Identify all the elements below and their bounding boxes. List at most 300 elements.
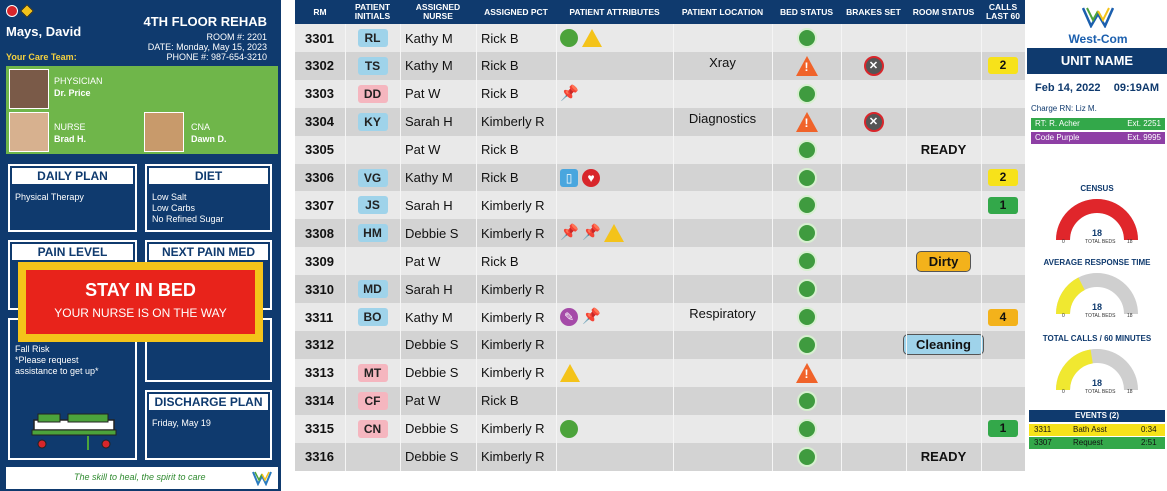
patient-attributes-cell: [556, 387, 673, 415]
patient-location-cell: Xray: [709, 54, 736, 70]
event-row[interactable]: [1029, 424, 1165, 436]
patient-panel: [0, 0, 281, 491]
bed-status-cell: [772, 108, 841, 136]
calls-cell: [981, 219, 1025, 247]
calls-count-badge[interactable]: 1: [988, 420, 1018, 437]
calls-cell: [981, 191, 1025, 219]
pin-icon[interactable]: 📌: [560, 84, 579, 102]
bed-status-cell: [772, 387, 841, 415]
diet-body: [147, 186, 270, 231]
table-row[interactable]: [295, 359, 1025, 387]
bed-status-cell: [772, 191, 841, 219]
initials-cell: [345, 52, 400, 80]
footer-tagline: The skill to heal, the spirit to care: [74, 472, 206, 482]
patient-initials-badge[interactable]: JS: [358, 196, 388, 214]
gauge-min: 0: [1062, 389, 1065, 395]
patient-attributes-cell: [556, 247, 673, 275]
table-row[interactable]: [295, 443, 1025, 471]
header-bed-status: BED STATUS: [779, 6, 834, 17]
header-rm: RM: [313, 6, 327, 17]
safety-line: Fall Risk: [15, 344, 50, 354]
apple-icon[interactable]: [560, 420, 578, 438]
assigned-pct-cell: Rick B: [481, 253, 519, 269]
alert-subtitle: YOUR NURSE IS ON THE WAY: [54, 306, 227, 320]
patient-attributes-cell: [556, 359, 673, 387]
header-room-status: ROOM STATUS: [912, 6, 975, 17]
slip-icon[interactable]: [604, 224, 624, 242]
room-number-cell: 3301: [305, 30, 334, 46]
patient-attributes-cell: [556, 108, 673, 136]
table-row[interactable]: [295, 275, 1025, 303]
patient-location-cell: [673, 24, 772, 52]
table-row[interactable]: [295, 24, 1025, 52]
diet-line: Low Carbs: [152, 203, 196, 213]
purple-icon[interactable]: ✎: [560, 308, 578, 326]
discharge-plan-title: DISCHARGE PLAN: [149, 394, 268, 410]
physician-role: PHYSICIAN: [54, 76, 103, 86]
patient-initials-badge[interactable]: TS: [358, 57, 388, 75]
bed-status-cell: [772, 136, 841, 164]
assigned-nurse-cell: Sarah H: [405, 197, 453, 213]
calls-cell: [981, 275, 1025, 303]
patient-initials-badge[interactable]: HM: [358, 224, 388, 242]
bed-icon: [28, 404, 124, 454]
column-divider: [981, 24, 982, 471]
daily-plan-body: Physical Therapy: [15, 192, 84, 202]
table-row[interactable]: [295, 80, 1025, 108]
header-calls: CALLS LAST 60: [985, 2, 1020, 21]
stay-in-bed-alert[interactable]: [18, 262, 263, 342]
patient-location-cell: [673, 80, 772, 108]
table-row[interactable]: [295, 387, 1025, 415]
table-row[interactable]: [295, 136, 1025, 164]
patient-location-cell: [673, 191, 772, 219]
bed-status-cell: [772, 331, 841, 359]
slip-icon[interactable]: [560, 364, 580, 382]
event-row[interactable]: [1029, 437, 1165, 449]
alert-title: STAY IN BED: [85, 280, 196, 300]
patient-initials-badge[interactable]: BO: [358, 308, 388, 326]
patient-attributes-cell: [556, 303, 673, 331]
bed-status-cell: [772, 303, 841, 331]
rt-contact: [1031, 118, 1165, 130]
apple-icon[interactable]: [560, 29, 578, 47]
room-number-cell: 3316: [305, 449, 334, 464]
assigned-pct-cell: Rick B: [481, 170, 519, 185]
assigned-pct-cell: Kimberly R: [481, 337, 545, 353]
gauge-min: 0: [1062, 313, 1065, 319]
gauge-max: 18: [1127, 239, 1133, 245]
initials-cell: [345, 24, 400, 52]
diet-card: [145, 164, 272, 232]
patient-attributes-cell: [556, 191, 673, 219]
initials-cell: [345, 415, 400, 443]
gauge-title: TOTAL CALLS / 60 MINUTES: [1042, 334, 1152, 343]
code-purple-contact: [1031, 132, 1165, 144]
patient-attributes-cell: [556, 275, 673, 303]
cna-name: Dawn D.: [191, 134, 227, 144]
header-nurse: ASSIGNED NURSE: [415, 2, 461, 21]
initials-cell: [345, 164, 400, 192]
brakes-set-cell: [841, 80, 906, 108]
bed-status-cell: [772, 359, 841, 387]
brakes-set-cell: [841, 24, 906, 52]
room-number-cell: 3311: [305, 309, 334, 325]
calls-cell: [981, 247, 1025, 275]
room-status-badge[interactable]: Cleaning: [903, 334, 984, 355]
diet-title: DIET: [149, 168, 268, 184]
bed-status-cell: [772, 415, 841, 443]
event-type: Request: [1073, 438, 1103, 447]
assigned-pct-cell: Rick B: [481, 30, 519, 46]
room-number-cell: 3312: [305, 337, 334, 353]
room-number-cell: 3314: [305, 393, 334, 409]
room-status-badge[interactable]: Dirty: [916, 251, 972, 272]
patient-location-cell: [673, 275, 772, 303]
header-brakes: BRAKES SET: [846, 6, 901, 17]
westcom-logo-icon: [1082, 6, 1114, 28]
heart-icon[interactable]: ♥: [582, 169, 600, 187]
bed-ok-icon[interactable]: [797, 307, 817, 327]
assigned-pct-cell: Rick B: [481, 393, 519, 409]
patient-initials-badge[interactable]: MT: [358, 364, 388, 382]
gauge-subtitle: TOTAL BEDS: [1085, 313, 1116, 319]
table-row[interactable]: [295, 164, 1025, 192]
room-status-badge[interactable]: READY: [920, 142, 967, 158]
patient-initials-badge[interactable]: VG: [358, 169, 388, 187]
patient-location-cell: Diagnostics: [688, 110, 757, 126]
bed-ok-icon[interactable]: [797, 391, 817, 411]
patient-location-cell: [673, 247, 772, 275]
table-row[interactable]: [295, 331, 1025, 359]
column-divider: [556, 24, 557, 471]
assigned-nurse-cell: Debbie S: [405, 421, 459, 437]
assigned-nurse-cell: Pat W: [405, 253, 441, 269]
patient-initials-badge[interactable]: CN: [358, 420, 388, 438]
room-phone: PHONE #: 987-654-3210: [166, 52, 267, 62]
room-status-cell: [906, 387, 981, 415]
assigned-nurse-cell: Sarah H: [405, 281, 453, 297]
floor-title: 4TH FLOOR REHAB: [143, 14, 267, 29]
initials-cell: [345, 108, 400, 136]
grid-header: [295, 0, 1025, 24]
patient-initials-badge[interactable]: KY: [358, 113, 388, 131]
westcom-logo: [1054, 4, 1142, 44]
assigned-pct-cell: Kimberly R: [481, 365, 545, 381]
physician-name: Dr. Price: [54, 88, 91, 98]
table-row[interactable]: [295, 108, 1025, 136]
care-team-label: Your Care Team:: [6, 52, 77, 62]
events-header: EVENTS (2): [1029, 410, 1165, 422]
column-divider: [906, 24, 907, 471]
initials-cell: [345, 387, 400, 415]
assigned-pct-cell: Kimberly R: [481, 309, 545, 325]
brakes-set-cell: [841, 303, 906, 331]
unit-date: Feb 14, 2022: [1035, 82, 1101, 94]
calls-count-badge[interactable]: 2: [988, 57, 1018, 74]
room-status-cell: [906, 247, 981, 275]
bed-ok-icon[interactable]: [797, 419, 817, 439]
calls-cell: [981, 108, 1025, 136]
brakes-set-cell: [841, 164, 906, 192]
brakes-set-cell: [841, 359, 906, 387]
gauge-title: CENSUS: [1080, 184, 1114, 193]
patient-attributes-cell: [556, 219, 673, 247]
column-divider: [476, 24, 477, 471]
gauge-title: AVERAGE RESPONSE TIME: [1043, 258, 1151, 267]
fall-risk-icon: [6, 5, 18, 17]
room-status-cell: [906, 331, 981, 359]
care-team-box: [6, 66, 278, 154]
pin-icon[interactable]: 📌: [582, 224, 601, 242]
assigned-pct-cell: Kimberly R: [481, 225, 545, 241]
room-status-badge[interactable]: READY: [920, 449, 967, 464]
calls-cell: [981, 80, 1025, 108]
patient-attributes-cell: [556, 164, 673, 192]
brakes-set-cell: [841, 52, 906, 80]
brakes-set-cell: [841, 387, 906, 415]
discharge-plan-card: [145, 390, 272, 460]
room-status-cell: [906, 415, 981, 443]
room-status-cell: [906, 164, 981, 192]
assigned-nurse-cell: Debbie S: [405, 449, 459, 464]
footer-bar: [6, 467, 278, 489]
next-pain-med-title: NEXT PAIN MED: [149, 244, 268, 260]
calls-cell: [981, 331, 1025, 359]
westcom-logo-text: West-Com: [1068, 32, 1128, 46]
physician-avatar: [9, 69, 49, 109]
unit-name: UNIT NAME: [1027, 48, 1167, 74]
brakes-set-cell: [841, 275, 906, 303]
header-initials: PATIENT INITIALS: [354, 2, 391, 21]
column-divider: [673, 24, 674, 471]
table-row[interactable]: [295, 191, 1025, 219]
assigned-pct-cell: Kimberly R: [481, 281, 545, 297]
room-number-cell: 3313: [305, 365, 334, 381]
assigned-pct-cell: Kimberly R: [481, 197, 545, 213]
cna-avatar: [144, 112, 184, 152]
calls-cell: [981, 24, 1025, 52]
calls-count-badge[interactable]: 2: [988, 169, 1018, 186]
room-number: ROOM #: 2201: [206, 32, 267, 42]
initials-cell: [345, 191, 400, 219]
bed-alert-icon[interactable]: [796, 363, 818, 383]
table-row[interactable]: [295, 247, 1025, 275]
initials-cell: [345, 275, 400, 303]
pin-red-icon[interactable]: 📌: [560, 224, 579, 242]
table-row[interactable]: [295, 52, 1025, 80]
patient-location-cell: [673, 359, 772, 387]
initials-cell: [345, 303, 400, 331]
bed-ok-icon[interactable]: [797, 447, 817, 467]
brakes-set-cell: [841, 108, 906, 136]
brakes-set-cell: [841, 247, 906, 275]
event-room: 3311: [1034, 425, 1052, 434]
warning-icon: [20, 4, 34, 18]
code-purple-label: Code Purple: [1035, 133, 1080, 142]
room-number-cell: 3302: [305, 58, 334, 74]
bed-ok-icon[interactable]: [797, 223, 817, 243]
room-number-cell: 3309: [305, 253, 334, 269]
pain-level-title: PAIN LEVEL: [12, 244, 133, 260]
patient-attributes-cell: [556, 24, 673, 52]
assigned-pct-cell: Kimberly R: [481, 114, 545, 130]
bed-alert-icon[interactable]: [796, 112, 818, 132]
bed-status-cell: [772, 247, 841, 275]
patient-location-cell: [673, 415, 772, 443]
bed-ok-icon[interactable]: [797, 140, 817, 160]
brake-not-set-icon[interactable]: ✕: [864, 112, 884, 132]
patient-location-cell: [673, 164, 772, 192]
calls-cell: [981, 303, 1025, 331]
gauge-max: 18: [1127, 313, 1133, 319]
header-pct: ASSIGNED PCT: [484, 6, 548, 17]
slip-icon[interactable]: [582, 29, 602, 47]
gauge-min: 0: [1062, 239, 1065, 245]
cup-icon[interactable]: ▯: [560, 169, 578, 187]
initials-cell: [345, 247, 400, 275]
room-date: DATE: Monday, May 15, 2023: [147, 42, 267, 52]
patient-location-cell: [673, 219, 772, 247]
patient-location-cell: [673, 443, 772, 471]
rt-name: RT: R. Acher: [1035, 119, 1080, 128]
stay-in-bed-inner: [26, 270, 255, 334]
initials-cell: [345, 359, 400, 387]
table-row[interactable]: [295, 219, 1025, 247]
discharge-plan-body: Friday, May 19: [152, 418, 211, 428]
patient-attributes-cell: [556, 415, 673, 443]
daily-plan-card: [8, 164, 137, 232]
event-room: 3307: [1034, 438, 1052, 447]
assigned-nurse-cell: Pat W: [405, 393, 441, 409]
bed-status-cell: [772, 80, 841, 108]
patient-attributes-cell: [556, 80, 673, 108]
charge-rn: Charge RN: Liz M.: [1031, 104, 1097, 113]
safety-line: *Please request: [15, 355, 79, 365]
bed-ok-icon[interactable]: [797, 168, 817, 188]
diet-line: Low Salt: [152, 192, 187, 202]
bed-status-cell: [772, 443, 841, 471]
assigned-nurse-cell: Kathy M: [405, 58, 453, 74]
calls-cell: [981, 164, 1025, 192]
daily-plan-title: DAILY PLAN: [12, 168, 133, 184]
calls-cell: [981, 443, 1025, 471]
event-time: 0:34: [1141, 425, 1157, 434]
room-status-grid: [295, 0, 1025, 471]
initials-cell: [345, 136, 400, 164]
bed-status-cell: [772, 24, 841, 52]
nurse-name: Brad H.: [54, 134, 87, 144]
patient-location-cell: [673, 387, 772, 415]
bed-status-cell: [772, 164, 841, 192]
table-row[interactable]: [295, 303, 1025, 331]
assigned-nurse-cell: Debbie S: [405, 337, 459, 353]
room-status-cell: [906, 191, 981, 219]
room-status-cell: [906, 108, 981, 136]
bed-status-cell: [772, 52, 841, 80]
header-attributes: PATIENT ATTRIBUTES: [569, 6, 660, 17]
bed-ok-icon[interactable]: [797, 251, 817, 271]
calls-count-badge[interactable]: 1: [988, 197, 1018, 214]
bed-ok-icon[interactable]: [797, 28, 817, 48]
patient-initials-badge[interactable]: CF: [358, 392, 388, 410]
diet-line: No Refined Sugar: [152, 214, 224, 224]
table-row[interactable]: [295, 415, 1025, 443]
event-time: 2:51: [1141, 438, 1157, 447]
assigned-nurse-cell: Debbie S: [405, 365, 459, 381]
initials-cell: [345, 331, 400, 359]
assigned-pct-cell: Kimberly R: [481, 421, 545, 437]
gauge-value: 18: [1091, 228, 1102, 238]
bed-ok-icon[interactable]: [797, 84, 817, 104]
brakes-set-cell: [841, 136, 906, 164]
bed-alert-icon[interactable]: [796, 56, 818, 76]
gauge-subtitle: TOTAL BEDS: [1085, 389, 1116, 395]
brake-not-set-icon[interactable]: ✕: [864, 56, 884, 76]
brakes-set-cell: [841, 331, 906, 359]
brakes-set-cell: [841, 443, 906, 471]
assigned-nurse-cell: Pat W: [405, 86, 441, 102]
brakes-set-cell: [841, 219, 906, 247]
patient-initials-badge[interactable]: MD: [358, 280, 388, 298]
safety-line: assistance to get up*: [15, 366, 99, 376]
room-status-cell: [906, 303, 981, 331]
assigned-pct-cell: Rick B: [481, 58, 519, 74]
room-status-cell: [906, 52, 981, 80]
calls-count-badge[interactable]: 4: [988, 309, 1018, 326]
room-status-cell: [906, 219, 981, 247]
gauge-subtitle: TOTAL BEDS: [1085, 239, 1116, 245]
patient-alert-icons: [6, 5, 33, 17]
pin-icon[interactable]: 📌: [582, 308, 601, 325]
room-status-cell: [906, 80, 981, 108]
room-status-cell: [906, 275, 981, 303]
westcom-logo-icon: [252, 470, 272, 486]
assigned-pct-cell: Rick B: [481, 86, 519, 102]
assigned-nurse-cell: Kathy M: [405, 30, 453, 46]
patient-location-cell: [673, 331, 772, 359]
column-divider: [841, 24, 842, 471]
patient-initials-badge[interactable]: RL: [358, 29, 388, 47]
room-number-cell: 3307: [305, 197, 334, 213]
room-number-cell: 3308: [305, 225, 334, 241]
gauge-value: 18: [1091, 378, 1102, 388]
brakes-set-cell: [841, 191, 906, 219]
assigned-nurse-cell: Kathy M: [405, 309, 453, 325]
room-status-cell: [906, 443, 981, 471]
bed-ok-icon[interactable]: [797, 335, 817, 355]
assigned-nurse-cell: Pat W: [405, 142, 441, 158]
patient-location-cell: [673, 136, 772, 164]
assigned-pct-cell: Kimberly R: [481, 449, 545, 464]
column-divider: [772, 24, 773, 471]
assigned-nurse-cell: Kathy M: [405, 170, 453, 185]
patient-initials-badge[interactable]: DD: [358, 85, 388, 103]
initials-cell: [345, 443, 400, 471]
nurse-avatar: [9, 112, 49, 152]
room-number-cell: 3304: [305, 114, 334, 130]
room-number-cell: 3303: [305, 86, 334, 102]
patient-attributes-cell: [556, 52, 673, 80]
room-number-cell: 3310: [305, 281, 334, 297]
bed-ok-icon[interactable]: [797, 279, 817, 299]
room-status-cell: [906, 24, 981, 52]
calls-cell: [981, 136, 1025, 164]
rt-ext: Ext. 2251: [1127, 119, 1161, 128]
column-divider: [400, 24, 401, 471]
header-location: PATIENT LOCATION: [681, 6, 764, 17]
bed-ok-icon[interactable]: [797, 195, 817, 215]
